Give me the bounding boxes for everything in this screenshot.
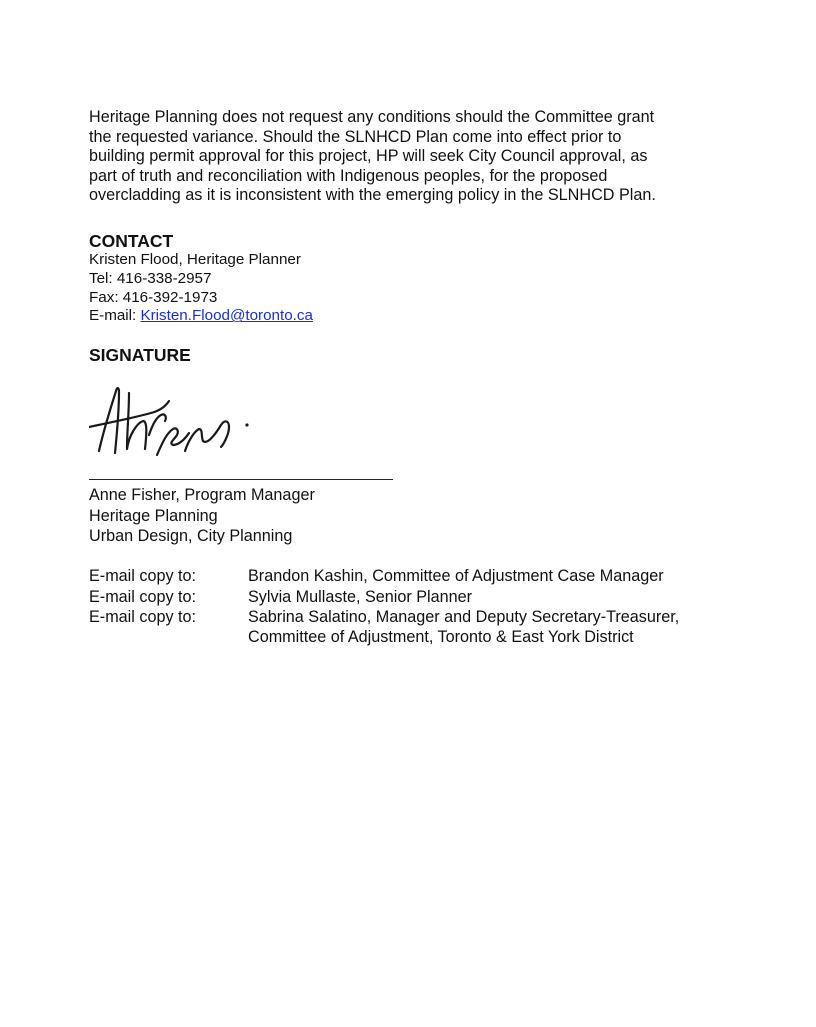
body-line: the requested variance. Should the SLNHCD Plan come into effect prior to bbox=[89, 127, 622, 146]
signature-area bbox=[89, 365, 399, 485]
copy-recipient: Sabrina Salatino, Manager and Deputy Secretary-Treasurer, bbox=[248, 607, 680, 626]
contact-fax: Fax: 416-392-1973 bbox=[89, 288, 218, 306]
copy-row bbox=[89, 587, 749, 607]
body-line: building permit approval for this project, HP will seek City Council approval, as bbox=[89, 147, 648, 166]
signature-heading: SIGNATURE bbox=[89, 345, 191, 366]
copy-label: E-mail copy to: bbox=[89, 607, 197, 626]
email-copies bbox=[89, 566, 749, 647]
copy-row bbox=[89, 566, 749, 586]
body-line: Heritage Planning does not request any conditions should the Committee grant bbox=[89, 108, 655, 126]
signer-block bbox=[89, 485, 749, 546]
contact-tel: Tel: 416-338-2957 bbox=[89, 269, 212, 287]
signer-unit: Heritage Planning bbox=[89, 506, 218, 525]
contact-heading: CONTACT bbox=[89, 230, 174, 251]
contact-email-link[interactable]: Kristen.Flood@toronto.ca bbox=[140, 307, 313, 325]
body-line: part of truth and reconciliation with Indigenous peoples, for the proposed bbox=[89, 166, 608, 185]
contact-email-row bbox=[89, 307, 749, 326]
copy-label: E-mail copy to: bbox=[89, 587, 197, 606]
copy-row bbox=[89, 607, 749, 627]
contact-email-label: E-mail: bbox=[89, 307, 141, 325]
contact-section bbox=[89, 231, 749, 326]
copy-row bbox=[89, 627, 749, 647]
handwritten-signature bbox=[89, 383, 269, 473]
signer-division: Urban Design, City Planning bbox=[89, 526, 293, 545]
copy-recipient: Brandon Kashin, Committee of Adjustment Case Manager bbox=[248, 567, 664, 586]
body-paragraph bbox=[89, 108, 749, 206]
copy-label: E-mail copy to: bbox=[89, 567, 197, 586]
signer-name: Anne Fisher, Program Manager bbox=[89, 486, 315, 505]
contact-details bbox=[89, 251, 749, 326]
body-line: overcladding as it is inconsistent with the emerging policy in the SLNHCD Plan. bbox=[89, 186, 656, 205]
copy-recipient-continued: Committee of Adjustment, Toronto & East York District bbox=[248, 627, 634, 646]
copy-label bbox=[89, 627, 248, 647]
copy-recipient: Sylvia Mullaste, Senior Planner bbox=[248, 587, 473, 606]
signature-line bbox=[89, 479, 393, 480]
document-page bbox=[89, 108, 749, 647]
contact-name: Kristen Flood, Heritage Planner bbox=[89, 250, 301, 268]
